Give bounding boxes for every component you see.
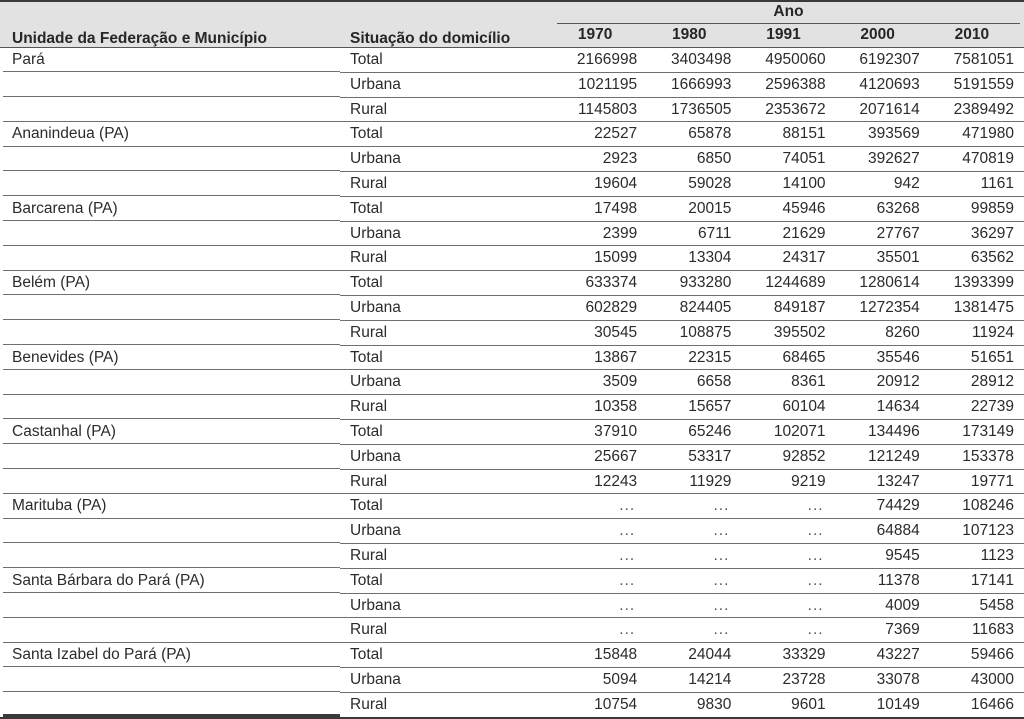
cell-value-2000: 942 bbox=[836, 171, 930, 196]
column-header-situacao-domicilio: Situação do domicílio bbox=[340, 1, 553, 48]
table-row bbox=[0, 345, 1024, 370]
cell-situacao-domicilio: Total bbox=[340, 196, 553, 221]
cell-value-2010: 63562 bbox=[930, 246, 1024, 271]
cell-value-2010: 28912 bbox=[930, 370, 1024, 395]
table-row bbox=[0, 196, 1024, 221]
cell-value-1991: 33329 bbox=[741, 643, 835, 668]
table-row bbox=[0, 97, 1024, 122]
cell-value-1980: ... bbox=[647, 593, 741, 618]
cell-value-1970: 2923 bbox=[553, 147, 647, 172]
cell-value-2000: 2071614 bbox=[836, 97, 930, 122]
cell-value-2010: 5458 bbox=[930, 593, 1024, 618]
cell-unidade-federacao-municipio: Benevides (PA) bbox=[0, 345, 340, 370]
cell-value-1970: ... bbox=[553, 618, 647, 643]
cell-value-1991: 4950060 bbox=[741, 48, 835, 73]
cell-value-1980: 3403498 bbox=[647, 48, 741, 73]
cell-situacao-domicilio: Urbana bbox=[340, 370, 553, 395]
table-row bbox=[0, 271, 1024, 296]
cell-value-1991: 1244689 bbox=[741, 271, 835, 296]
cell-value-1991: 74051 bbox=[741, 147, 835, 172]
cell-unidade-federacao-municipio bbox=[0, 97, 340, 122]
cell-value-1991: ... bbox=[741, 618, 835, 643]
cell-situacao-domicilio: Total bbox=[340, 122, 553, 147]
cell-value-2000: 63268 bbox=[836, 196, 930, 221]
cell-value-1991: ... bbox=[741, 593, 835, 618]
table-body bbox=[0, 48, 1024, 718]
cell-situacao-domicilio: Urbana bbox=[340, 221, 553, 246]
cell-value-1991: 2596388 bbox=[741, 72, 835, 97]
table-row bbox=[0, 519, 1024, 544]
cell-value-2000: 35546 bbox=[836, 345, 930, 370]
table-row bbox=[0, 618, 1024, 643]
table-row bbox=[0, 419, 1024, 444]
cell-situacao-domicilio: Rural bbox=[340, 395, 553, 420]
cell-value-1991: 24317 bbox=[741, 246, 835, 271]
cell-value-1980: ... bbox=[647, 519, 741, 544]
cell-value-1970: 3509 bbox=[553, 370, 647, 395]
cell-value-2000: 8260 bbox=[836, 320, 930, 345]
cell-value-1970: 10358 bbox=[553, 395, 647, 420]
cell-value-1980: ... bbox=[647, 543, 741, 568]
table-row bbox=[0, 395, 1024, 420]
cell-value-2000: 64884 bbox=[836, 519, 930, 544]
table-row bbox=[0, 147, 1024, 172]
cell-value-1991: 395502 bbox=[741, 320, 835, 345]
table-header bbox=[0, 1, 1024, 48]
cell-value-1970: 17498 bbox=[553, 196, 647, 221]
cell-value-2000: 35501 bbox=[836, 246, 930, 271]
cell-value-1970: 15099 bbox=[553, 246, 647, 271]
cell-unidade-federacao-municipio bbox=[0, 692, 340, 717]
cell-value-1970: 633374 bbox=[553, 271, 647, 296]
column-header-unidade-federacao-municipio: Unidade da Federação e Município bbox=[0, 1, 340, 48]
cell-value-2000: 6192307 bbox=[836, 48, 930, 73]
cell-value-2010: 19771 bbox=[930, 469, 1024, 494]
cell-situacao-domicilio: Urbana bbox=[340, 72, 553, 97]
cell-situacao-domicilio: Total bbox=[340, 494, 553, 519]
table-row bbox=[0, 171, 1024, 196]
cell-value-2010: 59466 bbox=[930, 643, 1024, 668]
cell-value-2010: 51651 bbox=[930, 345, 1024, 370]
cell-value-1991: 102071 bbox=[741, 419, 835, 444]
table-row bbox=[0, 593, 1024, 618]
cell-value-1980: 6850 bbox=[647, 147, 741, 172]
cell-unidade-federacao-municipio bbox=[0, 320, 340, 345]
cell-value-2010: 17141 bbox=[930, 568, 1024, 593]
cell-value-1970: 1145803 bbox=[553, 97, 647, 122]
cell-unidade-federacao-municipio bbox=[0, 171, 340, 196]
cell-situacao-domicilio: Total bbox=[340, 419, 553, 444]
table-row bbox=[0, 122, 1024, 147]
cell-value-1991: 45946 bbox=[741, 196, 835, 221]
table-row bbox=[0, 295, 1024, 320]
cell-unidade-federacao-municipio bbox=[0, 667, 340, 692]
cell-value-1970: ... bbox=[553, 494, 647, 519]
cell-value-2010: 11924 bbox=[930, 320, 1024, 345]
column-header-ano-label: Ano bbox=[557, 3, 1020, 24]
cell-unidade-federacao-municipio bbox=[0, 370, 340, 395]
cell-situacao-domicilio: Rural bbox=[340, 171, 553, 196]
cell-value-1970: 30545 bbox=[553, 320, 647, 345]
cell-value-1980: 9830 bbox=[647, 692, 741, 717]
cell-value-1980: 59028 bbox=[647, 171, 741, 196]
cell-unidade-federacao-municipio bbox=[0, 72, 340, 97]
cell-value-2000: 11378 bbox=[836, 568, 930, 593]
cell-situacao-domicilio: Rural bbox=[340, 320, 553, 345]
cell-value-1991: ... bbox=[741, 494, 835, 519]
cell-value-2000: 14634 bbox=[836, 395, 930, 420]
cell-value-1980: 20015 bbox=[647, 196, 741, 221]
cell-situacao-domicilio: Rural bbox=[340, 97, 553, 122]
cell-value-1980: 24044 bbox=[647, 643, 741, 668]
cell-value-2010: 173149 bbox=[930, 419, 1024, 444]
cell-unidade-federacao-municipio: Santa Izabel do Pará (PA) bbox=[0, 643, 340, 668]
cell-value-1980: 65246 bbox=[647, 419, 741, 444]
cell-situacao-domicilio: Rural bbox=[340, 692, 553, 717]
cell-value-2010: 2389492 bbox=[930, 97, 1024, 122]
cell-situacao-domicilio: Rural bbox=[340, 469, 553, 494]
table-row bbox=[0, 543, 1024, 568]
cell-value-1991: 68465 bbox=[741, 345, 835, 370]
cell-value-1980: 824405 bbox=[647, 295, 741, 320]
cell-value-1980: 65878 bbox=[647, 122, 741, 147]
cell-value-2010: 22739 bbox=[930, 395, 1024, 420]
cell-value-1970: 13867 bbox=[553, 345, 647, 370]
cell-value-1980: 6658 bbox=[647, 370, 741, 395]
cell-unidade-federacao-municipio bbox=[0, 295, 340, 320]
cell-value-1970: 2399 bbox=[553, 221, 647, 246]
cell-value-1991: 849187 bbox=[741, 295, 835, 320]
cell-value-1980: 1666993 bbox=[647, 72, 741, 97]
cell-unidade-federacao-municipio: Pará bbox=[0, 48, 340, 73]
cell-situacao-domicilio: Total bbox=[340, 48, 553, 73]
cell-value-2000: 1272354 bbox=[836, 295, 930, 320]
cell-value-1980: 1736505 bbox=[647, 97, 741, 122]
cell-value-2010: 471980 bbox=[930, 122, 1024, 147]
cell-situacao-domicilio: Rural bbox=[340, 618, 553, 643]
cell-value-2000: 13247 bbox=[836, 469, 930, 494]
cell-value-1991: ... bbox=[741, 568, 835, 593]
cell-value-1991: 9219 bbox=[741, 469, 835, 494]
column-header-year-1970: 1970 bbox=[553, 24, 647, 48]
cell-value-1970: 12243 bbox=[553, 469, 647, 494]
cell-value-1991: 9601 bbox=[741, 692, 835, 717]
cell-value-1970: 37910 bbox=[553, 419, 647, 444]
cell-unidade-federacao-municipio: Belém (PA) bbox=[0, 271, 340, 296]
cell-value-1970: ... bbox=[553, 519, 647, 544]
cell-value-1980: 15657 bbox=[647, 395, 741, 420]
cell-unidade-federacao-municipio bbox=[0, 618, 340, 643]
cell-value-2000: 7369 bbox=[836, 618, 930, 643]
cell-value-2000: 392627 bbox=[836, 147, 930, 172]
column-header-year-1980: 1980 bbox=[647, 24, 741, 48]
cell-value-2010: 107123 bbox=[930, 519, 1024, 544]
cell-value-1970: 22527 bbox=[553, 122, 647, 147]
table-row bbox=[0, 221, 1024, 246]
cell-value-2000: 1280614 bbox=[836, 271, 930, 296]
cell-value-1980: ... bbox=[647, 568, 741, 593]
cell-situacao-domicilio: Total bbox=[340, 643, 553, 668]
cell-value-1980: ... bbox=[647, 618, 741, 643]
cell-value-2010: 16466 bbox=[930, 692, 1024, 717]
cell-value-2010: 7581051 bbox=[930, 48, 1024, 73]
cell-value-2010: 1161 bbox=[930, 171, 1024, 196]
table-row bbox=[0, 494, 1024, 519]
table-row bbox=[0, 469, 1024, 494]
cell-unidade-federacao-municipio bbox=[0, 147, 340, 172]
cell-value-2010: 108246 bbox=[930, 494, 1024, 519]
cell-value-1980: 933280 bbox=[647, 271, 741, 296]
cell-unidade-federacao-municipio: Marituba (PA) bbox=[0, 494, 340, 519]
table-row bbox=[0, 246, 1024, 271]
cell-value-2000: 33078 bbox=[836, 667, 930, 692]
cell-value-2000: 393569 bbox=[836, 122, 930, 147]
cell-value-1970: 5094 bbox=[553, 667, 647, 692]
cell-unidade-federacao-municipio bbox=[0, 469, 340, 494]
cell-unidade-federacao-municipio bbox=[0, 395, 340, 420]
column-header-year-2010: 2010 bbox=[930, 24, 1024, 48]
cell-situacao-domicilio: Urbana bbox=[340, 667, 553, 692]
cell-value-2000: 4009 bbox=[836, 593, 930, 618]
cell-value-1980: 6711 bbox=[647, 221, 741, 246]
cell-value-2010: 43000 bbox=[930, 667, 1024, 692]
cell-unidade-federacao-municipio: Castanhal (PA) bbox=[0, 419, 340, 444]
cell-value-1991: 60104 bbox=[741, 395, 835, 420]
column-header-year-2000: 2000 bbox=[836, 24, 930, 48]
cell-unidade-federacao-municipio bbox=[0, 593, 340, 618]
cell-situacao-domicilio: Rural bbox=[340, 543, 553, 568]
cell-value-2010: 470819 bbox=[930, 147, 1024, 172]
cell-value-2000: 10149 bbox=[836, 692, 930, 717]
cell-value-1980: 13304 bbox=[647, 246, 741, 271]
column-header-group-ano bbox=[553, 1, 1024, 24]
column-header-year-1991: 1991 bbox=[741, 24, 835, 48]
cell-value-1980: 11929 bbox=[647, 469, 741, 494]
table-row bbox=[0, 320, 1024, 345]
cell-situacao-domicilio: Total bbox=[340, 568, 553, 593]
table-row bbox=[0, 692, 1024, 717]
cell-unidade-federacao-municipio bbox=[0, 246, 340, 271]
cell-unidade-federacao-municipio bbox=[0, 543, 340, 568]
table-row bbox=[0, 568, 1024, 593]
cell-situacao-domicilio: Total bbox=[340, 345, 553, 370]
cell-situacao-domicilio: Urbana bbox=[340, 593, 553, 618]
cell-value-2010: 1123 bbox=[930, 543, 1024, 568]
cell-unidade-federacao-municipio: Barcarena (PA) bbox=[0, 196, 340, 221]
cell-situacao-domicilio: Urbana bbox=[340, 147, 553, 172]
cell-value-1980: 14214 bbox=[647, 667, 741, 692]
cell-value-1991: 88151 bbox=[741, 122, 835, 147]
cell-value-2010: 99859 bbox=[930, 196, 1024, 221]
cell-value-2000: 9545 bbox=[836, 543, 930, 568]
cell-value-2000: 74429 bbox=[836, 494, 930, 519]
header-row-group bbox=[0, 1, 1024, 24]
cell-unidade-federacao-municipio bbox=[0, 519, 340, 544]
table-row bbox=[0, 667, 1024, 692]
cell-situacao-domicilio: Urbana bbox=[340, 519, 553, 544]
cell-unidade-federacao-municipio bbox=[0, 444, 340, 469]
cell-value-1970: 15848 bbox=[553, 643, 647, 668]
cell-value-1991: ... bbox=[741, 543, 835, 568]
cell-situacao-domicilio: Rural bbox=[340, 246, 553, 271]
cell-value-1991: 23728 bbox=[741, 667, 835, 692]
cell-value-2010: 1393399 bbox=[930, 271, 1024, 296]
cell-situacao-domicilio: Total bbox=[340, 271, 553, 296]
table-row bbox=[0, 370, 1024, 395]
cell-value-1980: 53317 bbox=[647, 444, 741, 469]
cell-value-1970: 602829 bbox=[553, 295, 647, 320]
cell-value-1991: 2353672 bbox=[741, 97, 835, 122]
cell-value-2000: 134496 bbox=[836, 419, 930, 444]
cell-value-1970: ... bbox=[553, 593, 647, 618]
cell-value-1970: 25667 bbox=[553, 444, 647, 469]
table-row bbox=[0, 444, 1024, 469]
cell-value-2000: 27767 bbox=[836, 221, 930, 246]
cell-value-1980: 108875 bbox=[647, 320, 741, 345]
cell-value-1970: ... bbox=[553, 543, 647, 568]
cell-value-1970: 10754 bbox=[553, 692, 647, 717]
cell-value-2000: 20912 bbox=[836, 370, 930, 395]
cell-value-2010: 153378 bbox=[930, 444, 1024, 469]
cell-value-1991: 92852 bbox=[741, 444, 835, 469]
cell-value-2010: 11683 bbox=[930, 618, 1024, 643]
cell-value-2010: 5191559 bbox=[930, 72, 1024, 97]
table-row bbox=[0, 48, 1024, 73]
cell-value-1970: 1021195 bbox=[553, 72, 647, 97]
cell-value-1991: 21629 bbox=[741, 221, 835, 246]
cell-value-1970: 2166998 bbox=[553, 48, 647, 73]
cell-value-1980: ... bbox=[647, 494, 741, 519]
cell-value-1980: 22315 bbox=[647, 345, 741, 370]
cell-value-1970: ... bbox=[553, 568, 647, 593]
table-row bbox=[0, 72, 1024, 97]
table-row bbox=[0, 643, 1024, 668]
cell-value-2000: 121249 bbox=[836, 444, 930, 469]
cell-value-1970: 19604 bbox=[553, 171, 647, 196]
cell-value-1991: 8361 bbox=[741, 370, 835, 395]
cell-value-2010: 1381475 bbox=[930, 295, 1024, 320]
cell-value-1991: 14100 bbox=[741, 171, 835, 196]
cell-unidade-federacao-municipio: Ananindeua (PA) bbox=[0, 122, 340, 147]
cell-value-2000: 4120693 bbox=[836, 72, 930, 97]
cell-value-2010: 36297 bbox=[930, 221, 1024, 246]
cell-situacao-domicilio: Urbana bbox=[340, 444, 553, 469]
cell-unidade-federacao-municipio bbox=[0, 221, 340, 246]
cell-value-1991: ... bbox=[741, 519, 835, 544]
cell-value-2000: 43227 bbox=[836, 643, 930, 668]
cell-unidade-federacao-municipio: Santa Bárbara do Pará (PA) bbox=[0, 568, 340, 593]
cell-situacao-domicilio: Urbana bbox=[340, 295, 553, 320]
